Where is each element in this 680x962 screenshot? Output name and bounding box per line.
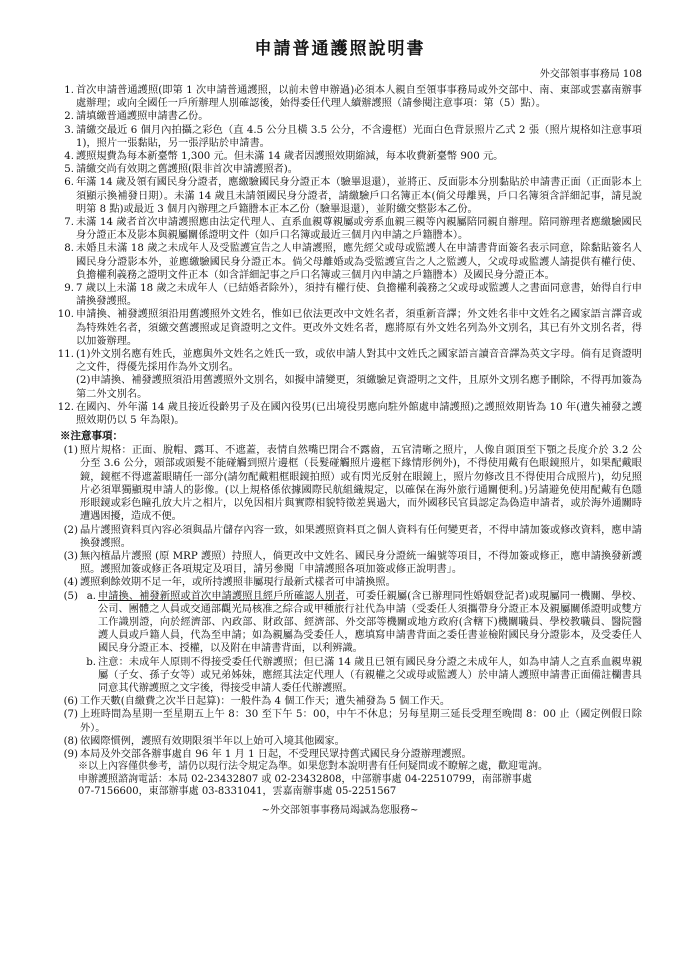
- document-title: 申請普通護照說明書: [254, 39, 426, 59]
- underlined-text: 申請換、補發新照或首次申請護照且經戶所確認人別者: [98, 590, 346, 602]
- item-number: 3.: [64, 124, 74, 136]
- item-text: 未婚且未滿 18 歲之未成年人及受監護宣告之人申請護照，應先經父或母或監護人在申請書背面簽名表示同意，除黏貼簽名人國民身分證影本外，並應繳驗國民身分證正本。倘父母離婚或為受監護宣告之人之監護人，父或母或監護人請提供有權行使、負擔權利義務之證明文件正本（如含詳細記事之戶口名簿或三個月內申請之戶籍謄本）及國民身分證正本。: [76, 243, 642, 281]
- note-number: (2): [63, 524, 78, 536]
- list-item: [38, 348, 642, 374]
- list-item: [38, 84, 642, 110]
- list-item: [38, 110, 642, 123]
- item-number: 11.: [57, 349, 74, 361]
- note-text: 上班時間為星期一至星期五上午 8：30 至下午 5：00，中午不休息；另每星期三延長受理至晚間 8：00 止（國定例假日除外）。: [80, 709, 642, 734]
- note-subitem: [80, 656, 642, 696]
- note-item: [38, 524, 642, 550]
- note-item: [38, 550, 642, 576]
- item-text: 請填繳普通護照申請書乙份。: [76, 111, 209, 123]
- list-item: [38, 282, 642, 308]
- note-item: [38, 748, 642, 761]
- item-text: 請繳交最近 6 個月內拍攝之彩色（直 4.5 公分且橫 3.5 公分，不含邊框）光面白色背景照片乙式 2 張（照片規格如注意事項 1)，照片一張黏貼，另一張浮貼於申請書。: [76, 124, 642, 149]
- note-text: 工作天數(自繳費之次半日起算)：一般件為 4 個工作天；遺失補發為 5 個工作天。: [80, 696, 451, 708]
- note-item: [38, 735, 642, 748]
- note-text: 晶片護照資料頁內容必須與晶片儲存內容一致，如果護照資料頁之個人資料有任何變更者，不得申請加簽或修改資料，應申請換發護照。: [80, 524, 642, 549]
- note-item: [38, 590, 642, 696]
- note-number: (3): [63, 550, 78, 562]
- item-text: 在國內、外年滿 14 歲且接近役齡男子及在國內役男(已出境役男應向駐外館處申請護照)之護照效期皆為 10 年(遺失補發之護照效期仍以 5 年為限)。: [76, 401, 642, 427]
- list-item: [38, 242, 642, 282]
- note-item: [38, 695, 642, 708]
- subitem-label: b.: [86, 656, 96, 668]
- note-number: (9): [63, 748, 78, 760]
- note-subitem: [80, 590, 642, 656]
- note-item: [38, 444, 642, 523]
- instructions-list: [38, 84, 642, 427]
- list-item: [38, 150, 642, 163]
- item-text: 申請換、補發護照須沿用舊護照外文姓名，惟如已依法更改中文姓名者，須重新音譯；外文姓名非中文姓名之國家語言譯音或為特殊姓名者，須繳交舊護照或足資證明之文件。更改外文姓名者，應將原有外文姓名列為外文別名，其已有外文別名者，得以加簽辦理。: [76, 309, 642, 347]
- footer: [38, 761, 642, 799]
- item-text: 護照規費為每本新臺幣 1,300 元。但未滿 14 歲者因護照效期縮減，每本收費新臺幣 900 元。: [76, 151, 504, 163]
- item-number: 10.: [57, 309, 74, 321]
- note-number: (4): [63, 577, 78, 589]
- note-number: (1): [63, 445, 78, 457]
- note-text: 護照剩餘效期不足一年，或所持護照非屬現行最新式樣者可申請換照。: [80, 577, 396, 589]
- note-text: [80, 590, 642, 696]
- note-item: [38, 576, 642, 589]
- subitem-label: a.: [86, 590, 96, 602]
- note-number: (8): [63, 735, 78, 747]
- note-text: 照片規格：正面、脫帽、露耳、不遮蓋，表情自然嘴巴閉合不露齒，五官清晰之照片，人像自頭頂至下顎之長度介於 3.2 公分至 3.6 公分，頭部或頭髮不能碰觸到照片邊框（長髮碰觸照片邊框下緣情形例外)，不得使用戴有色眼鏡照片，如果配戴眼鏡，鏡框不得遮蓋眼睛任一部分(請勿配戴粗框眼鏡拍照）或有閃光反射在眼鏡上，照片勿修改且不得使用合成照片)，幼兒照片必須單獨顯現申請人的影像。(以上規格係依據國際民航組織規定，以確保在海外旅行通關便利。)另請避免使用配戴有色隱形眼鏡或彩色瞳孔放大片之相片，以免因相片與實際相貌特徵差異過大，而外國移民官員認定為偽造申請者，或於海外通關時遭遇困擾，造成不便。: [80, 445, 642, 523]
- item-number: 8.: [64, 243, 74, 255]
- note-text: 本局及外交部各辦事處自 96 年 1 月 1 日起，不受理民眾持舊式國民身分證辦理護照。: [80, 748, 472, 760]
- item-text: 未滿 14 歲者首次申請護照應由法定代理人、直系血親尊親屬或旁系血親三親等內親屬陪同親自辦理。陪同辦理者應繳驗國民身分證正本及影本與親屬關係證明文件（如戶口名簿或最近三個月內申請之戶籍謄本）。: [76, 217, 642, 242]
- footer-contact-line: 07-7156600，東部辦事處 03-8331041，雲嘉南辦事處 05-2251567: [78, 786, 397, 798]
- item-number: 9.: [64, 283, 74, 295]
- footer-contact-line: 申辦護照諮詢電話：本局 02-23432807 或 02-23432808，中部辦事處 04-22510799，南部辦事處: [78, 773, 532, 785]
- list-item: [38, 163, 642, 176]
- subitem-text: 注意：未成年人原則不得接受委任代辦護照；但已滿 14 歲且已領有國民身分證之未成年人，如為申請人之直系血親卑親屬（子女、孫子女等）或兄弟姊妹，應經其法定代理人（有親權之父或母或監護人）於申請人護照申請書正面備註欄書具同意其代辦護照之文字後，得接受申請人委任代辦護照。: [98, 656, 642, 694]
- note-item: [38, 708, 642, 734]
- note-number: (7): [63, 709, 78, 721]
- footer-slogan: ~外交部領事事務局竭誠為您服務~: [261, 804, 419, 816]
- item-number: 6.: [64, 177, 74, 189]
- note-text: 無內植晶片護照 (原 MRP 護照）持照人，倘更改中文姓名、國民身分證統一編號等項目，不得加簽或修正，應申請換發新護照。護照加簽或修正各項規定及項目，請另參閱「申請護照各項加簽或修正說明書」。: [80, 550, 642, 576]
- list-item: [38, 216, 642, 242]
- list-item: [38, 124, 642, 150]
- item-number: 5.: [64, 164, 74, 176]
- footer-disclaimer: ※以上內容僅供參考，請仍以現行法令規定為準。如果您對本說明書有任何疑問或不瞭解之處，歡迎電詢。: [78, 761, 548, 773]
- note-text: 依國際慣例，護照有效期限須半年以上始可入境其他國家。: [80, 735, 345, 747]
- item-number: 1.: [64, 85, 74, 96]
- list-item: [38, 176, 642, 216]
- item-text: 7 歲以上未滿 18 歲之未成年人（已結婚者除外），須持有權行使、負擔權利義務之父或母或監護人之書面同意書，始得自行申請換發護照。: [76, 283, 642, 308]
- item-text: 請繳交尚有效期之舊護照(限非首次申請護照者)。: [76, 164, 298, 176]
- item-text: (2)申請換、補發護照須沿用舊護照外文別名，如擬申請變更，須繳驗足資證明之文件，且原外文別名應予刪除，不得再加簽為第二外文別名。: [76, 375, 642, 400]
- list-item: [38, 308, 642, 348]
- list-item: [38, 401, 642, 427]
- item-number: 4.: [64, 151, 74, 163]
- notes-list: [38, 444, 642, 761]
- note-number: (6): [63, 696, 78, 708]
- subitem-text-rest: ，可委任親屬(含已辦理同性婚姻登記者)或現屬同一機關、學校、公司、團體之人員或交通部觀光局核准之綜合或甲種旅行社代為申請（受委任人須攜帶身分證正本及親屬關係證明或雙方工作識別證，向於經濟部、內政部、財政部、經濟部、外交部等機關或地方政府(含轄下)機關職員、學校教職員、醫院醫護人員或戶籍人員，代為至申請；如為親屬為受委任人，應填寫申請書背面之委任書並檢附國民身分證影本，及受委任人國民身分證正本、授權，以及附在申請書背面，以利辨識。: [98, 590, 643, 655]
- item-number: 2.: [64, 111, 74, 123]
- item-number: 7.: [64, 217, 74, 229]
- note-number: (5): [63, 590, 78, 602]
- issuing-office: 外交部領事事務局 108: [539, 69, 642, 80]
- item-text: 年滿 14 歲及領有國民身分證者，應繳驗國民身分證正本（驗畢退還），並將正、反面影本分別黏貼於申請書正面（正面影本上須顯示換補發日期）。未滿 14 歲且未請領國民身分證者，請繳驗戶口名簿正本(倘父母離異，戶口名簿須含詳細記事，請見說明第 8 點)或最近 3 個月內辦理之戶籍謄本正本乙份（驗畢退還），並附繳交整影本乙份。: [76, 177, 642, 215]
- list-item: [38, 374, 642, 400]
- item-text: 首次申請普通護照(即第 1 次申請普通護照，以前未曾申辦過)必須本人親自至領事事務局或外交部中、南、東部或雲嘉南辦事處辦理；或向全國任一戶所辦理人別確認後，始得委任代理人續辦護照（請參閱注意事項：第（5）點）。: [76, 85, 642, 110]
- item-number: 12.: [57, 401, 74, 413]
- subitem-text: [98, 590, 642, 656]
- notes-heading: ※注意事項：: [60, 430, 123, 443]
- item-text: (1)外文別名應有姓氏，並應與外文姓名之姓氏一致，或依申請人對其中文姓氏之國家語言讀音音譯為英文字母。倘有足資證明之文件，得優先採用作為外文別名。: [76, 349, 642, 374]
